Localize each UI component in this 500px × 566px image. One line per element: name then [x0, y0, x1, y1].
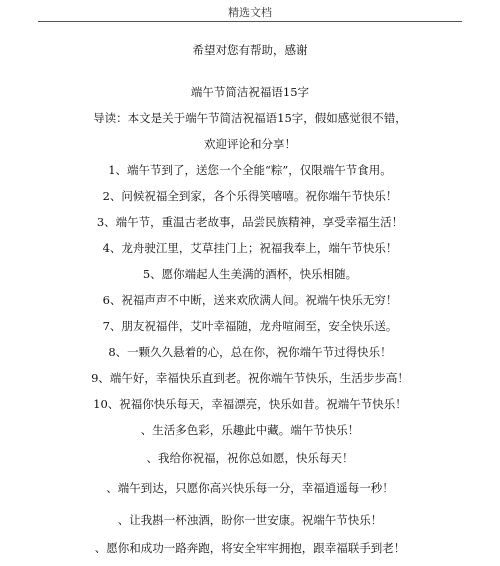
list-item: 、我给你祝福，祝你总如愿，快乐每天！ — [146, 451, 354, 465]
list-item: 10、祝福你快乐每天，幸福漂亮，快乐如昔。祝端午节快乐！ — [93, 397, 407, 411]
list-item: 8、一颗久久悬着的心，总在你，祝你端午节过得快乐！ — [108, 345, 392, 359]
list-item: 、让我斟一杯浊酒，盼你一世安康。祝端午节快乐！ — [117, 513, 383, 527]
invite-line: 欢迎评论和分享！ — [204, 137, 296, 151]
list-item: 4、龙舟驶江里，艾草挂门上；祝福我奉上，端午节快乐！ — [102, 241, 398, 255]
intro-line: 导读：本文是关于端午节简洁祝福语15字，假如感觉很不错， — [93, 111, 407, 125]
greeting-line: 希望对您有帮助，感谢 — [192, 43, 308, 57]
list-item: 5、愿你端起人生美满的酒杯，快乐相随。 — [142, 267, 358, 281]
list-item: 3、端午节，重温古老故事，品尝民族精神，享受幸福生活！ — [96, 215, 404, 229]
list-item: 1、端午节到了，送您一个全能“粽”，仅限端午节食用。 — [108, 163, 392, 177]
page-header: 精选文档 — [228, 6, 272, 19]
list-item: 7、朋友祝福伴，艾叶幸福随，龙舟喧闹至，安全快乐送。 — [102, 319, 398, 333]
list-item: 、愿你和成功一路奔跑，将安全牢牢拥抱，跟幸福联手到老！ — [94, 541, 406, 555]
list-item: 、端午到达，只愿你高兴快乐每一分，幸福逍遥每一秒！ — [106, 481, 394, 495]
list-item: 9、端午好，幸福快乐直到老。祝你端午节快乐，生活步步高！ — [91, 371, 409, 385]
list-item: 6、祝福声声不中断，送来欢欣满人间。祝端午快乐无穷！ — [102, 293, 398, 307]
list-item: 、生活多色彩，乐趣此中藏。端午节快乐！ — [140, 423, 360, 437]
header-divider — [38, 21, 462, 22]
document-title: 端午节简洁祝福语15字 — [190, 85, 310, 99]
list-item: 2、问候祝福全到家，各个乐得笑嘻嘻。祝你端午节快乐！ — [102, 189, 398, 203]
